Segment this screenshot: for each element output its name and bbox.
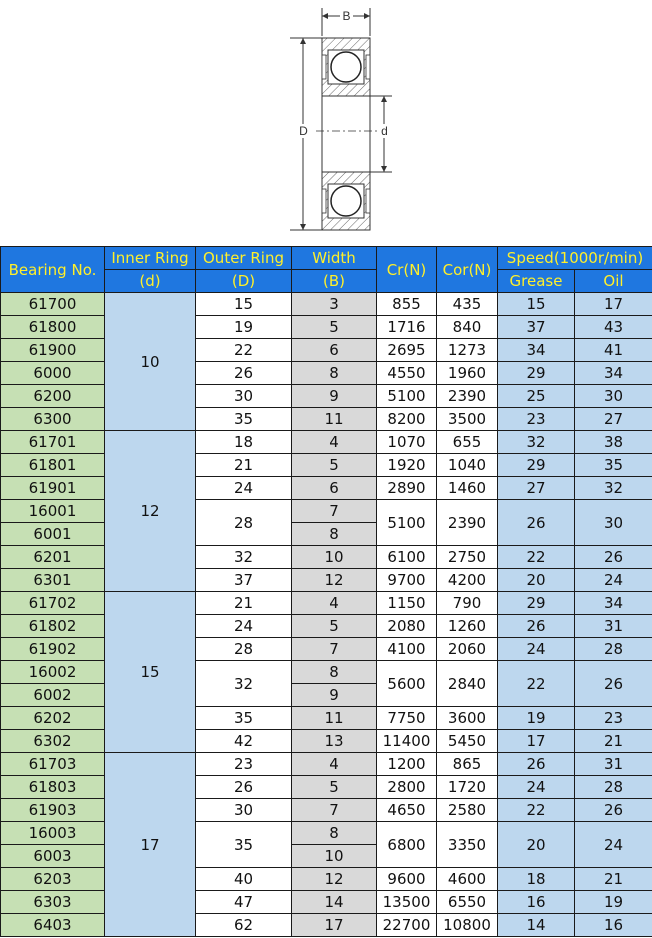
cell-bearing-no: 6302 — [1, 730, 105, 753]
header-inner-ring: Inner Ring — [105, 247, 196, 270]
cell-cor: 2060 — [437, 638, 498, 661]
cell-speed-oil: 28 — [575, 638, 652, 661]
cell-cor: 1273 — [437, 339, 498, 362]
cell-cr: 5100 — [377, 500, 437, 546]
cell-cr: 22700 — [377, 914, 437, 937]
cell-speed-oil: 30 — [575, 500, 652, 546]
cell-cor: 1460 — [437, 477, 498, 500]
cell-outer-ring: 22 — [196, 339, 292, 362]
cell-width: 5 — [292, 454, 377, 477]
header-cr: Cr(N) — [377, 247, 437, 293]
cell-speed-grease: 14 — [498, 914, 575, 937]
cell-outer-ring: 32 — [196, 546, 292, 569]
dimension-label-outer-d: D — [299, 124, 308, 138]
cell-width: 7 — [292, 799, 377, 822]
table-row — [1, 500, 652, 523]
cell-outer-ring: 28 — [196, 500, 292, 546]
table-row — [1, 408, 652, 431]
table-body — [1, 293, 652, 937]
cell-outer-ring: 21 — [196, 454, 292, 477]
cell-speed-oil: 26 — [575, 661, 652, 707]
cell-width: 11 — [292, 408, 377, 431]
cell-bearing-no: 6002 — [1, 684, 105, 707]
cell-width: 8 — [292, 523, 377, 546]
cell-bearing-no: 16002 — [1, 661, 105, 684]
header-cor: Cor(N) — [437, 247, 498, 293]
header-bearing-no: Bearing No. — [1, 247, 105, 293]
bearing-drawing — [0, 0, 652, 246]
cell-bearing-no: 6202 — [1, 707, 105, 730]
cell-speed-grease: 27 — [498, 477, 575, 500]
cell-outer-ring: 21 — [196, 592, 292, 615]
cell-width: 12 — [292, 868, 377, 891]
bearing-cross-section-diagram — [0, 0, 652, 246]
cell-inner-ring: 12 — [105, 431, 196, 592]
cell-speed-grease: 22 — [498, 799, 575, 822]
cell-outer-ring: 24 — [196, 477, 292, 500]
cell-speed-grease: 17 — [498, 730, 575, 753]
cell-cr: 2800 — [377, 776, 437, 799]
cell-bearing-no: 6003 — [1, 845, 105, 868]
cell-width: 5 — [292, 316, 377, 339]
cell-outer-ring: 42 — [196, 730, 292, 753]
cell-width: 8 — [292, 661, 377, 684]
cell-cor: 2580 — [437, 799, 498, 822]
cell-width: 7 — [292, 638, 377, 661]
cell-bearing-no: 6201 — [1, 546, 105, 569]
table-row — [1, 362, 652, 385]
cell-cr: 9700 — [377, 569, 437, 592]
cell-width: 8 — [292, 362, 377, 385]
dimension-label-b: B — [342, 9, 351, 23]
cell-cr: 2695 — [377, 339, 437, 362]
cell-outer-ring: 40 — [196, 868, 292, 891]
cell-cr: 5100 — [377, 385, 437, 408]
table-row — [1, 569, 652, 592]
cell-cor: 1040 — [437, 454, 498, 477]
cell-speed-grease: 19 — [498, 707, 575, 730]
cell-bearing-no: 61703 — [1, 753, 105, 776]
cell-speed-oil: 24 — [575, 569, 652, 592]
cell-cr: 1716 — [377, 316, 437, 339]
table-row — [1, 477, 652, 500]
cell-cor: 10800 — [437, 914, 498, 937]
table-row — [1, 339, 652, 362]
cell-cr: 6800 — [377, 822, 437, 868]
cell-outer-ring: 23 — [196, 753, 292, 776]
cell-speed-oil: 41 — [575, 339, 652, 362]
cell-width: 3 — [292, 293, 377, 316]
cell-cr: 1150 — [377, 592, 437, 615]
table-row — [1, 431, 652, 454]
header-width-unit: (B) — [292, 270, 377, 293]
table-row — [1, 638, 652, 661]
cell-speed-grease: 26 — [498, 615, 575, 638]
cell-speed-oil: 31 — [575, 615, 652, 638]
cell-speed-grease: 29 — [498, 362, 575, 385]
cell-outer-ring: 15 — [196, 293, 292, 316]
cell-speed-oil: 30 — [575, 385, 652, 408]
cell-cr: 2890 — [377, 477, 437, 500]
cell-bearing-no: 16003 — [1, 822, 105, 845]
cell-width: 9 — [292, 684, 377, 707]
cell-cr: 1200 — [377, 753, 437, 776]
cell-speed-oil: 26 — [575, 799, 652, 822]
cell-speed-grease: 16 — [498, 891, 575, 914]
table-row — [1, 914, 652, 937]
cell-speed-oil: 31 — [575, 753, 652, 776]
cell-cr: 9600 — [377, 868, 437, 891]
table-row — [1, 891, 652, 914]
cell-speed-grease: 34 — [498, 339, 575, 362]
cell-speed-oil: 19 — [575, 891, 652, 914]
cell-width: 10 — [292, 546, 377, 569]
cell-speed-oil: 27 — [575, 408, 652, 431]
cell-cor: 6550 — [437, 891, 498, 914]
cell-outer-ring: 32 — [196, 661, 292, 707]
cell-speed-oil: 35 — [575, 454, 652, 477]
cell-speed-oil: 16 — [575, 914, 652, 937]
header-outer-ring-unit: (D) — [196, 270, 292, 293]
cell-cr: 4650 — [377, 799, 437, 822]
cell-speed-oil: 17 — [575, 293, 652, 316]
cell-cr: 2080 — [377, 615, 437, 638]
cell-speed-grease: 29 — [498, 454, 575, 477]
cell-cr: 6100 — [377, 546, 437, 569]
cell-bearing-no: 61701 — [1, 431, 105, 454]
cell-bearing-no: 61802 — [1, 615, 105, 638]
cell-speed-grease: 26 — [498, 500, 575, 546]
cell-speed-grease: 25 — [498, 385, 575, 408]
cell-bearing-no: 61901 — [1, 477, 105, 500]
cell-speed-oil: 26 — [575, 546, 652, 569]
cell-speed-grease: 23 — [498, 408, 575, 431]
header-grease: Grease — [498, 270, 575, 293]
cell-outer-ring: 26 — [196, 776, 292, 799]
cell-speed-oil: 23 — [575, 707, 652, 730]
table-row — [1, 546, 652, 569]
cell-bearing-no: 61700 — [1, 293, 105, 316]
cell-cr: 11400 — [377, 730, 437, 753]
cell-width: 6 — [292, 339, 377, 362]
cell-cor: 5450 — [437, 730, 498, 753]
cell-width: 14 — [292, 891, 377, 914]
cell-width: 4 — [292, 592, 377, 615]
cell-bearing-no: 16001 — [1, 500, 105, 523]
table-row — [1, 454, 652, 477]
cell-outer-ring: 62 — [196, 914, 292, 937]
cell-width: 4 — [292, 431, 377, 454]
cell-bearing-no: 61903 — [1, 799, 105, 822]
cell-speed-grease: 20 — [498, 569, 575, 592]
cell-outer-ring: 35 — [196, 822, 292, 868]
cell-outer-ring: 35 — [196, 707, 292, 730]
cell-bearing-no: 6303 — [1, 891, 105, 914]
cell-cor: 1260 — [437, 615, 498, 638]
cell-speed-grease: 29 — [498, 592, 575, 615]
cell-cr: 4100 — [377, 638, 437, 661]
table-row — [1, 707, 652, 730]
cell-bearing-no: 6200 — [1, 385, 105, 408]
cell-cor: 3500 — [437, 408, 498, 431]
cell-outer-ring: 19 — [196, 316, 292, 339]
cell-speed-grease: 18 — [498, 868, 575, 891]
table-row — [1, 753, 652, 776]
header-width: Width — [292, 247, 377, 270]
cell-outer-ring: 18 — [196, 431, 292, 454]
cell-speed-grease: 22 — [498, 661, 575, 707]
cell-speed-grease: 26 — [498, 753, 575, 776]
cell-outer-ring: 37 — [196, 569, 292, 592]
cell-bearing-no: 61801 — [1, 454, 105, 477]
cell-cor: 435 — [437, 293, 498, 316]
cell-speed-grease: 15 — [498, 293, 575, 316]
cell-bearing-no: 61902 — [1, 638, 105, 661]
cell-cor: 790 — [437, 592, 498, 615]
cell-cr: 1070 — [377, 431, 437, 454]
table-row — [1, 661, 652, 684]
table-row — [1, 822, 652, 845]
cell-outer-ring: 30 — [196, 385, 292, 408]
cell-cor: 4600 — [437, 868, 498, 891]
cell-cr: 7750 — [377, 707, 437, 730]
cell-outer-ring: 47 — [196, 891, 292, 914]
cell-cor: 1960 — [437, 362, 498, 385]
cell-inner-ring: 15 — [105, 592, 196, 753]
cell-speed-oil: 21 — [575, 868, 652, 891]
cell-width: 5 — [292, 615, 377, 638]
header-speed: Speed(1000r/min) — [498, 247, 652, 270]
cell-cor: 2390 — [437, 500, 498, 546]
cell-inner-ring: 10 — [105, 293, 196, 431]
cell-bearing-no: 6301 — [1, 569, 105, 592]
cell-cor: 2840 — [437, 661, 498, 707]
cell-bearing-no: 61800 — [1, 316, 105, 339]
cell-width: 11 — [292, 707, 377, 730]
cell-cor: 3350 — [437, 822, 498, 868]
cell-bearing-no: 6300 — [1, 408, 105, 431]
cell-bearing-no: 6403 — [1, 914, 105, 937]
cell-speed-grease: 24 — [498, 776, 575, 799]
cell-cr: 5600 — [377, 661, 437, 707]
cell-width: 10 — [292, 845, 377, 868]
cell-cr: 8200 — [377, 408, 437, 431]
cell-speed-oil: 21 — [575, 730, 652, 753]
header-outer-ring: Outer Ring — [196, 247, 292, 270]
cell-speed-oil: 28 — [575, 776, 652, 799]
cell-cor: 2750 — [437, 546, 498, 569]
cell-bearing-no: 61900 — [1, 339, 105, 362]
cell-outer-ring: 35 — [196, 408, 292, 431]
bearing-spec-table — [0, 246, 652, 937]
cell-speed-grease: 20 — [498, 822, 575, 868]
cell-speed-oil: 32 — [575, 477, 652, 500]
cell-speed-grease: 24 — [498, 638, 575, 661]
cell-width: 8 — [292, 822, 377, 845]
cell-cr: 1920 — [377, 454, 437, 477]
cell-bearing-no: 6001 — [1, 523, 105, 546]
cell-bearing-no: 61702 — [1, 592, 105, 615]
cell-width: 4 — [292, 753, 377, 776]
table-row — [1, 868, 652, 891]
cell-cor: 2390 — [437, 385, 498, 408]
table-row — [1, 799, 652, 822]
table-row — [1, 293, 652, 316]
cell-bearing-no: 61803 — [1, 776, 105, 799]
table-row — [1, 385, 652, 408]
cell-outer-ring: 26 — [196, 362, 292, 385]
cell-bearing-no: 6203 — [1, 868, 105, 891]
cell-cr: 855 — [377, 293, 437, 316]
cell-speed-oil: 34 — [575, 362, 652, 385]
cell-speed-grease: 22 — [498, 546, 575, 569]
cell-outer-ring: 24 — [196, 615, 292, 638]
table-row — [1, 776, 652, 799]
header-oil: Oil — [575, 270, 652, 293]
cell-cor: 4200 — [437, 569, 498, 592]
cell-speed-grease: 32 — [498, 431, 575, 454]
cell-bearing-no: 6000 — [1, 362, 105, 385]
cell-speed-oil: 38 — [575, 431, 652, 454]
cell-outer-ring: 28 — [196, 638, 292, 661]
cell-outer-ring: 30 — [196, 799, 292, 822]
cell-width: 9 — [292, 385, 377, 408]
cell-inner-ring: 17 — [105, 753, 196, 937]
cell-cor: 840 — [437, 316, 498, 339]
cell-width: 17 — [292, 914, 377, 937]
cell-cr: 13500 — [377, 891, 437, 914]
cell-width: 6 — [292, 477, 377, 500]
dimension-label-inner-d: d — [381, 124, 388, 138]
table-row — [1, 615, 652, 638]
cell-cr: 4550 — [377, 362, 437, 385]
cell-width: 12 — [292, 569, 377, 592]
table-row — [1, 316, 652, 339]
cell-width: 13 — [292, 730, 377, 753]
cell-cor: 1720 — [437, 776, 498, 799]
cell-width: 5 — [292, 776, 377, 799]
cell-speed-grease: 37 — [498, 316, 575, 339]
header-inner-ring-unit: (d) — [105, 270, 196, 293]
table-row — [1, 730, 652, 753]
cell-width: 7 — [292, 500, 377, 523]
cell-speed-oil: 24 — [575, 822, 652, 868]
cell-cor: 865 — [437, 753, 498, 776]
cell-cor: 3600 — [437, 707, 498, 730]
table-row — [1, 592, 652, 615]
cell-speed-oil: 34 — [575, 592, 652, 615]
cell-speed-oil: 43 — [575, 316, 652, 339]
cell-cor: 655 — [437, 431, 498, 454]
